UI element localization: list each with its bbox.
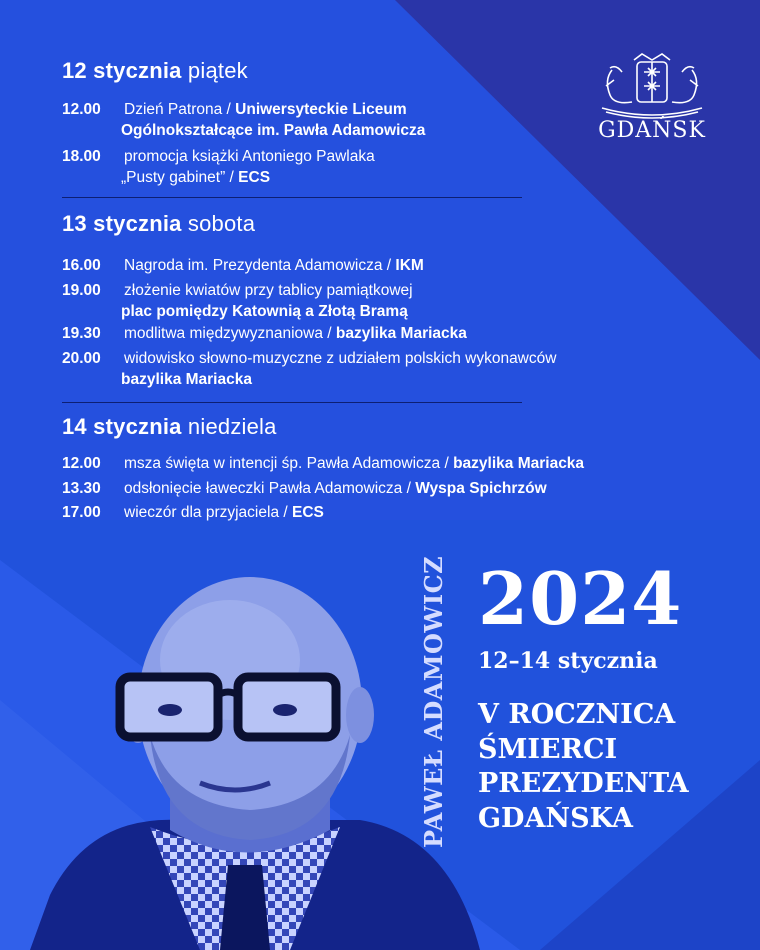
event-time: 16.00 xyxy=(62,257,101,274)
day-weekday: niedziela xyxy=(187,414,277,439)
gdansk-coat-of-arms-icon xyxy=(592,50,712,120)
event-time: 12.00 xyxy=(62,455,101,472)
event-line1: modlitwa międzywyznaniowa / bazylika Mariacka xyxy=(124,325,467,342)
event-line1: widowisko słowno-muzyczne z udziałem polskich wykonawców xyxy=(124,350,557,367)
event-line1: promocja książki Antoniego Pawlaka xyxy=(124,148,375,165)
day-heading-1 xyxy=(62,58,248,84)
day-date: 13 stycznia xyxy=(62,211,182,236)
event-time: 19.30 xyxy=(62,325,101,342)
day-date: 14 stycznia xyxy=(62,414,182,439)
anniversary-line: V ROCZNICA xyxy=(478,699,676,730)
event-line1: Dzień Patrona / Uniwersyteckie Liceum xyxy=(124,101,407,118)
day-weekday: sobota xyxy=(187,211,256,236)
date-range: 12–14 stycznia xyxy=(478,648,658,674)
logo-text: GDAŃSK xyxy=(598,118,706,143)
day-weekday: piątek xyxy=(187,58,248,83)
anniversary-line: GDAŃSKA xyxy=(478,802,633,834)
event-time: 20.00 xyxy=(62,350,101,367)
event-time: 12.00 xyxy=(62,101,101,118)
event-location: Ogólnokształcące im. Pawła Adamowicza xyxy=(121,122,426,139)
event-location: plac pomiędzy Katownią a Złotą Bramą xyxy=(121,303,408,320)
event-line1: odsłonięcie ławeczki Pawła Adamowicza / Wyspa Spichrzów xyxy=(124,480,547,497)
event-line1: wieczór dla przyjaciela / ECS xyxy=(124,504,324,521)
event-line1: złożenie kwiatów przy tablicy pamiątkowej xyxy=(124,282,413,299)
divider xyxy=(62,402,522,403)
year: 2024 xyxy=(478,556,683,641)
event-time: 17.00 xyxy=(62,504,101,521)
day-date: 12 stycznia xyxy=(62,58,182,83)
event-line1: msza święta w intencji śp. Pawła Adamowicza / bazylika Mariacka xyxy=(124,455,585,472)
event-location: bazylika Mariacka xyxy=(121,371,252,388)
event-line1: Nagroda im. Prezydenta Adamowicza / IKM xyxy=(124,257,424,274)
event-line2: „Pusty gabinet” / ECS xyxy=(121,169,271,186)
event-time: 19.00 xyxy=(62,282,101,299)
day-heading-2 xyxy=(62,211,255,237)
anniversary-line: PREZYDENTA xyxy=(478,768,689,799)
event-time: 13.30 xyxy=(62,480,101,497)
vertical-name: PAWEŁ ADAMOWICZ xyxy=(419,555,448,848)
divider xyxy=(62,197,522,198)
anniversary-title xyxy=(478,698,689,836)
anniversary-line: ŚMIERCI xyxy=(478,733,618,765)
day-heading-3 xyxy=(62,414,277,440)
event-time: 18.00 xyxy=(62,148,101,165)
